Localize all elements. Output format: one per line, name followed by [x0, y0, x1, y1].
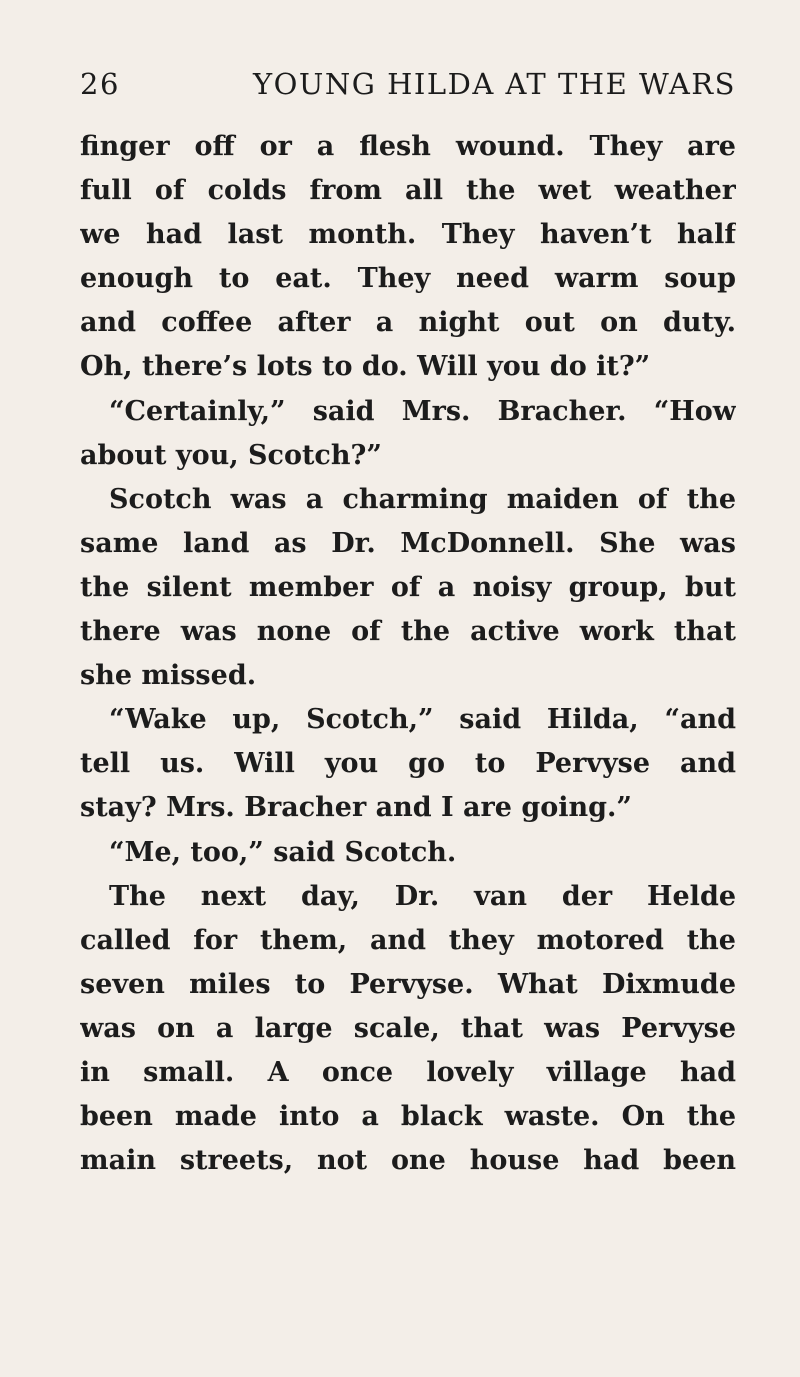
text-line: in small. A once lovely village had: [80, 1056, 736, 1088]
text-line: there was none of the active work that: [80, 616, 736, 648]
text-line: was on a large scale, that was Pervyse: [80, 1012, 736, 1044]
text-line: Oh, there’s lots to do. Will you do it?”: [80, 351, 651, 383]
text-line: we had last month. They haven’t half: [80, 219, 736, 251]
text-line: enough to eat. They need warm soup: [80, 263, 736, 295]
running-title: YOUNG HILDA AT THE WARS: [253, 67, 736, 101]
text-line: same land as Dr. McDonnell. She was: [80, 527, 736, 559]
text-line: tell us. Will you go to Pervyse and: [80, 748, 736, 780]
text-line: called for them, and they motored the: [80, 924, 736, 956]
text-line: “Me, too,” said Scotch.: [109, 836, 457, 868]
text-line: full of colds from all the wet weather: [80, 175, 736, 207]
text-line: finger off or a flesh wound. They are: [80, 131, 736, 162]
page-number: 26: [80, 67, 120, 101]
text-line: Scotch was a charming maiden of the: [109, 483, 736, 515]
text-line: “Certainly,” said Mrs. Bracher. “How: [109, 395, 736, 427]
text-line: main streets, not one house had been: [80, 1145, 736, 1177]
text-line: stay? Mrs. Bracher and I are going.”: [80, 792, 632, 824]
text-line: about you, Scotch?”: [80, 439, 382, 471]
body-text: [80, 125, 736, 1183]
text-line: and coffee after a night out on duty.: [80, 307, 736, 339]
text-line: “Wake up, Scotch,” said Hilda, “and: [109, 704, 736, 736]
page-header: [80, 60, 736, 108]
text-line: The next day, Dr. van der Helde: [109, 880, 736, 912]
text-line: been made into a black waste. On the: [80, 1101, 736, 1133]
text-line: seven miles to Pervyse. What Dixmude: [80, 968, 736, 1000]
text-line: the silent member of a noisy group, but: [80, 571, 736, 603]
text-line: she missed.: [80, 660, 257, 692]
